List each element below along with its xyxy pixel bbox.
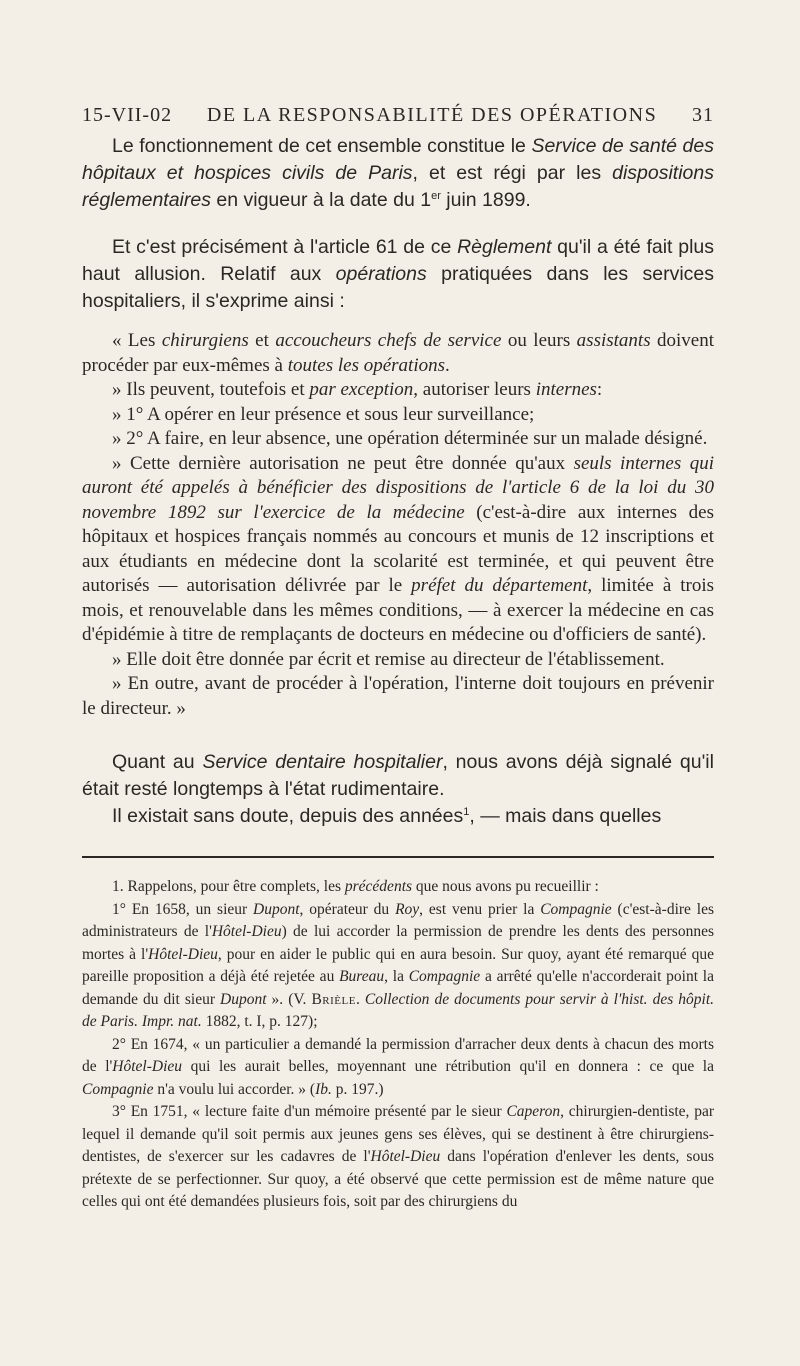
header-date: 15-VII-02 [82,104,173,126]
text: en vigueur à la date du 1 [210,189,432,211]
quote-paragraph-4: » 2° A faire, en leur absence, une opération déterminée sur un malade désigné. [112,428,708,449]
quote-paragraph-3: » 1° A opérer en leur présence et sous leur surveillance; [112,403,535,425]
footnote-item-1658 [82,899,714,1034]
italic-text: toutes les opérations [287,354,446,376]
italic-text: préfet du département [411,575,588,596]
italic-text: seuls internes qui auront été appelés à bénéficier des dispositions de l'article 6 de la loi du 30 novembre 1892 sur l'exercice de la médecine [82,452,715,523]
italic-text: Service de santé des hôpitaux et hospices civils de Paris [82,135,714,184]
text: ) de lui accorder la permission de prendre les dents des personnes mortes à l' [82,923,714,963]
text: , autoriser leurs [413,379,536,400]
text: pratiquées dans les services hospitaliers, il s'exprime ainsi : [82,263,714,312]
text: , et est régi par les [412,162,613,184]
quote-paragraph-5 [82,452,714,648]
author-name: Brièle [311,990,356,1008]
text: p. 197.) [331,1080,384,1098]
text: 1. Rappelons, pour être complets, les [112,878,345,895]
italic-text: accoucheurs chefs de service [275,330,502,351]
text: doivent procéder par eux-mêmes à [82,330,715,376]
text: . [355,990,365,1008]
text: , nous avons déjà signalé qu'il était resté longtemps à l'état rudimentaire. [82,751,714,800]
text: Il existait sans doute, depuis des années [112,805,464,827]
italic-text: Compagnie [540,900,612,918]
italic-text: internes [535,379,597,400]
quote-paragraph-6: » Elle doit être donnée par écrit et remise au directeur de l'établissement. [112,648,665,670]
italic-text: Règlement [457,236,552,258]
paragraph-3 [82,749,714,803]
text: Quant au [112,751,203,773]
text: Le fonctionnement de cet ensemble constitue le [112,135,532,157]
italic-text: dispositions réglementaires [82,162,714,211]
italic-text: Service dentaire hospitalier [202,751,443,773]
text: 1° En 1658, un sieur [112,900,254,918]
text: « Les [112,330,162,351]
italic-text: assistants [576,330,651,351]
italic-text: Compagnie [82,1080,154,1098]
italic-text: Hôtel-Dieu [211,923,282,940]
footnote-divider [82,856,714,858]
text: 2° En 1674, « un particulier a demandé la permission d'arracher deux dents à chacun des morts de l' [82,1035,714,1075]
italic-text: Dupont [253,900,300,918]
text: dans l'opération d'enlever les dents, sous prétexte de se perfectionner. Sur quoy, a été observé que cette permission est de même nature que celles qui ont été demandées plusieurs fois, soit par des chirurgiens du [82,1148,714,1210]
footnote-item-1751 [82,1101,714,1214]
text: : [596,379,603,400]
quote-paragraph-2 [82,378,714,403]
text: (c'est-à-dire aux internes des hôpitaux et hospices français nommés au concours et munis de 12 inscriptions et aux étudiants en médecine dont la scolarité est terminée, et qui peuvent être autorisés — autorisation délivrée par le [82,501,714,596]
text: , est venu prier la [419,900,541,918]
text: qu'il a été fait plus haut allusion. Relatif aux [82,236,714,285]
text: . [445,354,450,376]
text: juin 1899. [440,189,531,211]
running-header [82,104,714,127]
text: Et c'est précisément à l'article 61 de ce [112,236,458,258]
text: ». (V. [266,990,312,1008]
paragraph-1 [82,133,714,214]
italic-text: Collection de documents pour servir à l'hist. des hôpit. de Paris. Impr. nat. [82,990,715,1030]
italic-text: Dupont [220,990,267,1008]
text: , pour en aider le public qui en aura besoin. Sur quoy, ayant été remarqué que pareille proposition a déjà été rejetée au [82,945,714,985]
quote-paragraph-7: » En outre, avant de procéder à l'opération, l'interne doit toujours en prévenir le directeur. » [82,673,714,719]
text: , opérateur du [299,900,396,918]
italic-text: Caperon [506,1103,561,1120]
text: et [248,330,276,351]
text: 3° En 1751, « lecture faite d'un mémoire présenté par le sieur [112,1103,507,1120]
italic-text: chirurgiens [161,330,249,351]
italic-text: par exception [309,379,414,400]
text: 1882, t. I, p. 127); [201,1013,318,1030]
italic-text: précédents [344,878,413,895]
text: que nous avons pu recueillir : [412,878,599,895]
text: , la [384,968,409,985]
paragraph-2 [82,234,714,315]
superscript: er [431,190,441,202]
text: » Ils peuvent, toutefois et [112,379,310,400]
italic-text: Bureau [339,968,385,985]
quote-paragraph-1 [82,329,714,378]
paragraph-4 [82,803,714,830]
footnote-1 [82,876,714,899]
italic-text: Hôtel-Dieu [148,945,218,963]
italic-text: Compagnie [408,968,481,985]
italic-text: opérations [335,263,427,285]
italic-text: Hôtel-Dieu [370,1148,441,1165]
header-title: DE LA RESPONSABILITÉ DES OPÉRATIONS [206,104,658,126]
text: » Cette dernière autorisation ne peut être donnée qu'aux [112,452,574,474]
italic-text: Ib. [315,1080,332,1098]
text: qui les aurait belles, moyennant une rétribution qu'il en donnera : ce que la [182,1058,714,1075]
text: a arrêté qu'elle n'accorderait point la demande du dit sieur [82,968,714,1008]
italic-text: Hôtel-Dieu [112,1058,183,1075]
text: , chirurgien-dentiste, par lequel il demande qu'il soit permis aux jeunes gens ses élèves, qui se destinent à être chirurgiens-dentistes, de s'exercer sur les cadavres de l' [82,1103,714,1165]
footnote-marker: 1 [463,806,470,818]
page-number: 31 [692,104,714,126]
text: , — mais dans quelles [469,805,662,827]
text: , limitée à trois mois, et renouvelable dans les mêmes conditions, — à exercer la médecine en cas d'épidémie à titre de remplaçants de docteurs en médecine ou d'officiers de santé). [82,575,714,645]
text: n'a voulu lui accorder. » ( [153,1080,316,1098]
text: (c'est-à-dire les administrateurs de l' [82,900,715,940]
italic-text: Roy [395,900,420,918]
footnote-item-1674 [82,1034,714,1102]
text: ou leurs [501,330,577,351]
